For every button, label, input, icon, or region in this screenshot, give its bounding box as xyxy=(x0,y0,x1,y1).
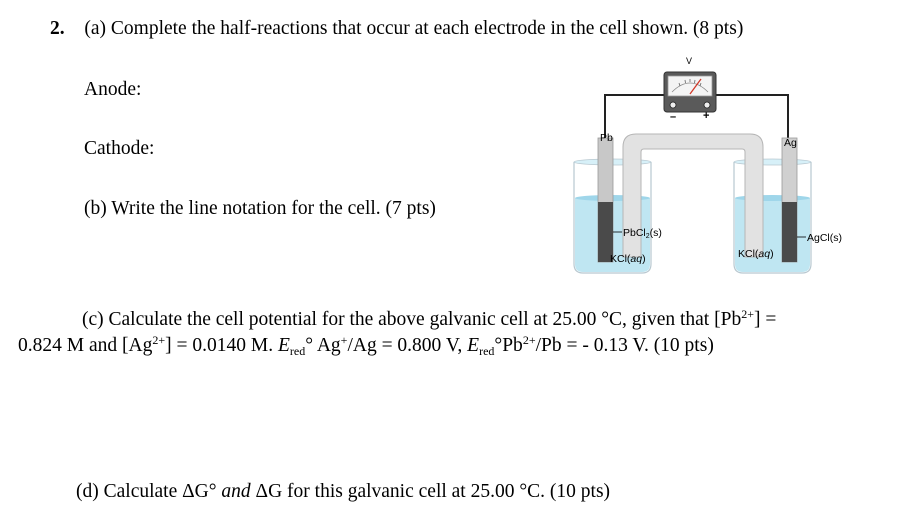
left-precipitate-label: PbCl$_2$(s) xyxy=(623,227,662,240)
cathode-label: Cathode: xyxy=(84,138,155,159)
voltmeter-plus: + xyxy=(703,110,710,122)
voltmeter-minus: – xyxy=(670,111,677,123)
part-c-line2: 0.824 M and $[Ag^{2+}] = 0.0140$ M. $E_{red}^\circ$ Ag+/Ag = 0.800 V, $E_{red}^\circ Pb^{2+}/Pb$ = - 0.13 V. (10 pts) xyxy=(18,333,714,358)
part-c-line1: (c) Calculate the cell potential for the above galvanic cell at 25.00 °C, given that $[Pb^{2+}]$ = xyxy=(82,307,777,330)
question-header xyxy=(50,19,743,39)
anode-label: Anode: xyxy=(84,79,142,100)
part-d-text: (d) Calculate ΔG° and ΔG for this galvanic cell at 25.00 °C. (10 pts) xyxy=(76,481,611,502)
left-wire xyxy=(605,95,664,138)
galvanic-cell-svg xyxy=(560,52,860,282)
voltmeter-icon xyxy=(664,72,716,112)
right-wire xyxy=(716,95,788,138)
left-solution-label: KCl(aq) xyxy=(610,253,646,265)
part-a-text: (a) Complete the half-reactions that occur at each electrode in the cell shown. (8 pts) xyxy=(84,18,744,39)
right-electrode-label: Ag xyxy=(784,137,797,149)
galvanic-cell-diagram xyxy=(560,52,860,282)
question-number: 2. xyxy=(50,18,65,39)
voltmeter-label: V xyxy=(686,56,693,66)
left-electrode-label: Pb xyxy=(600,132,613,144)
right-electrode xyxy=(782,138,797,262)
left-electrode xyxy=(598,138,613,262)
right-solution-label: KCl(aq) xyxy=(738,248,774,260)
right-precipitate-label: AgCl(s) xyxy=(807,232,843,244)
part-b-text: (b) Write the line notation for the cell. (7 pts) xyxy=(84,198,436,219)
